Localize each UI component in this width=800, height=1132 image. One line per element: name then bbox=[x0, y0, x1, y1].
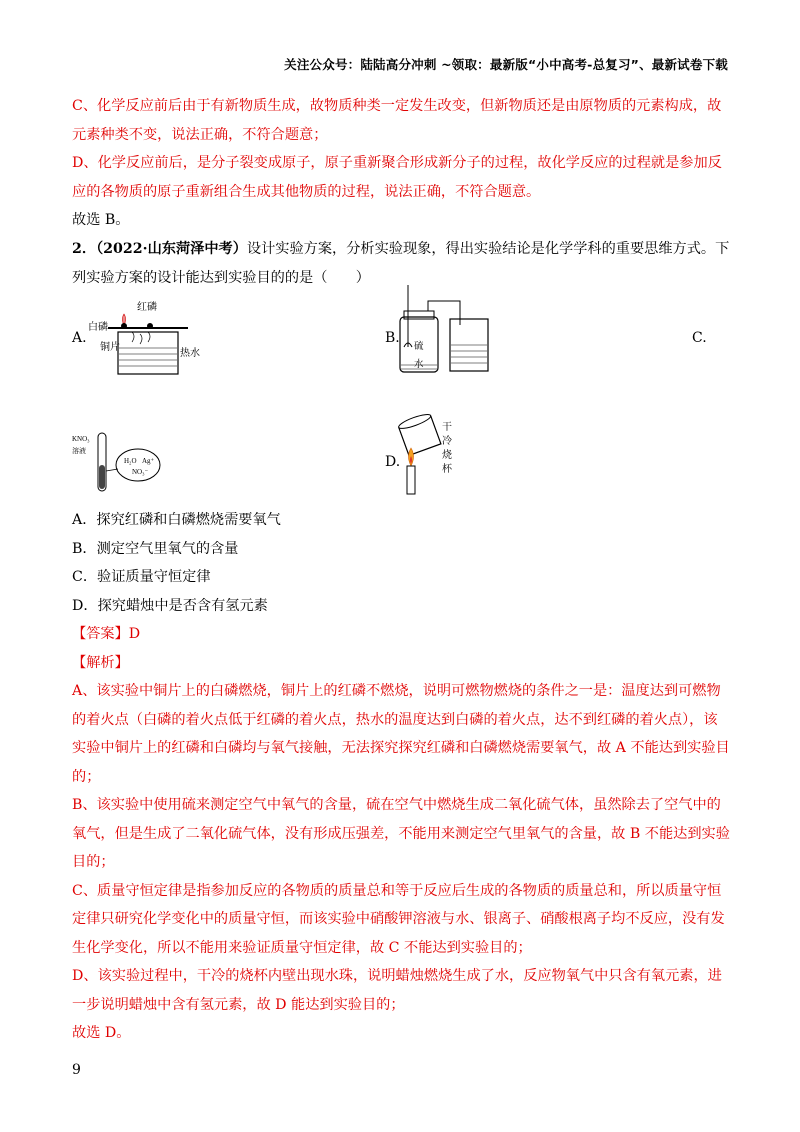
analysis-line: 定律只研究化学变化中的质量守恒，而该实验中硝酸钾溶液与水、银离子、硝酸根离子均不反应，没有发 bbox=[72, 911, 725, 927]
label-red-phosphorus: 红磷 bbox=[137, 302, 157, 313]
option-b: B．测定空气里氧气的含量 bbox=[72, 540, 239, 557]
figure-b-sulfur-oxygen-apparatus bbox=[398, 285, 493, 375]
question-stem-line2: 列实验方案的设计能达到实验目的的是（ ） bbox=[72, 269, 370, 286]
analysis-block bbox=[72, 677, 732, 1048]
label-white-phosphorus: 白磷 bbox=[88, 322, 108, 333]
analysis-line: 氧气，但是生成了二氧化硫气体，没有形成压强差，不能用来测定空气里氧气的含量，故 B 不能达到实验 bbox=[72, 825, 730, 842]
label-ag-ion: Ag⁺ bbox=[142, 457, 155, 465]
options-list bbox=[72, 506, 732, 677]
analysis-line: A、该实验中铜片上的白磷燃烧，铜片上的红磷不燃烧，说明可燃物燃烧的条件之一是：温度达到可燃物 bbox=[72, 683, 721, 699]
answer-label: 【答案】D bbox=[72, 626, 141, 642]
prev-answer-conclusion: 故选 B。 bbox=[72, 212, 130, 228]
analysis-line: 生化学变化，所以不能用来验证质量守恒定律，故 C 不能达到实验目的； bbox=[72, 939, 532, 956]
question-stem bbox=[72, 235, 732, 292]
option-a: A．探究红磷和白磷燃烧需要氧气 bbox=[72, 512, 281, 528]
analysis-line: 目的； bbox=[72, 854, 115, 870]
label-sulfur: 硫 bbox=[414, 342, 424, 352]
prev-answer-line: D、化学反应前后，是分子裂变成原子，原子重新聚合形成新分子的过程，故化学反应的过程就是参加反 bbox=[72, 155, 722, 171]
figure-a-label: A. bbox=[72, 330, 87, 346]
page-header: 关注公众号：陆陆高分冲刺 ~领取：最新版“小中高考-总复习”、最新试卷下载 bbox=[284, 57, 728, 72]
figure-d-label: D. bbox=[385, 454, 401, 470]
analysis-label: 【解析】 bbox=[72, 654, 129, 671]
analysis-line: B、该实验中使用硫来测定空气中氧气的含量，硫在空气中燃烧生成二氧化硫气体，虽然除去了空气中的 bbox=[72, 797, 721, 813]
analysis-line: 实验中铜片上的红磷和白磷均与氧气接触，无法探究探究红磷和白磷燃烧需要氧气，故 A 不能达到实验目 bbox=[72, 740, 730, 756]
figure-a-phosphorus-combustion bbox=[88, 298, 208, 383]
label-cup: 杯 bbox=[442, 464, 452, 475]
label-solution: 溶液 bbox=[72, 447, 86, 455]
figure-d-candle-cold-beaker bbox=[396, 408, 468, 498]
previous-answer-block bbox=[72, 92, 732, 235]
label-no3-ion: NO₃⁻ bbox=[132, 468, 149, 476]
figure-c-label: C. bbox=[692, 330, 707, 346]
question-source: （2022·山东菏泽中考） bbox=[96, 241, 247, 257]
label-copper-plate: 铜片 bbox=[100, 342, 120, 353]
prev-answer-line: 元素种类不变，说法正确，不符合题意； bbox=[72, 126, 328, 143]
label-h2o: H₂O bbox=[124, 457, 137, 465]
label-water: 水 bbox=[414, 360, 424, 370]
analysis-conclusion: 故选 D。 bbox=[72, 1025, 131, 1041]
page-number: 9 bbox=[72, 1062, 81, 1078]
analysis-line: 的； bbox=[72, 768, 101, 785]
figure-b-label: B. bbox=[385, 330, 400, 346]
figure-c-kno3-solution bbox=[72, 425, 182, 495]
option-d: D．探究蜡烛中是否含有氢元素 bbox=[72, 597, 268, 614]
analysis-line: 的着火点（白磷的着火点低于红磷的着火点，热水的温度达到白磷的着火点，达不到红磷的着火点），该 bbox=[72, 711, 718, 728]
label-kno3: KNO₃ bbox=[72, 435, 90, 443]
label-dry: 干 bbox=[442, 422, 452, 433]
analysis-line: 一步说明蜡烛中含有氢元素，故 D 能达到实验目的； bbox=[72, 996, 405, 1013]
prev-answer-line: C、化学反应前后由于有新物质生成，故物质种类一定发生改变，但新物质还是由原物质的元素构成，故 bbox=[72, 98, 722, 114]
prev-answer-line: 应的各物质的原子重新组合生成其他物质的过程，说法正确，不符合题意。 bbox=[72, 183, 541, 200]
analysis-line: D、该实验过程中，干冷的烧杯内壁出现水珠，说明蜡烛燃烧生成了水，反应物氧气中只含有氧元素，进 bbox=[72, 968, 722, 984]
label-cold: 冷 bbox=[442, 436, 452, 447]
analysis-line: C、质量守恒定律是指参加反应的各物质的质量总和等于反应后生成的各物质的质量总和，所以质量守恒 bbox=[72, 882, 722, 899]
label-hot-water: 热水 bbox=[180, 348, 200, 359]
question-stem-line1: 设计实验方案，分析实验现象，得出实验结论是化学学科的重要思维方式。下 bbox=[246, 241, 730, 257]
question-number: 2． bbox=[72, 241, 97, 257]
label-burn: 烧 bbox=[442, 450, 452, 461]
option-c: C．验证质量守恒定律 bbox=[72, 569, 211, 585]
